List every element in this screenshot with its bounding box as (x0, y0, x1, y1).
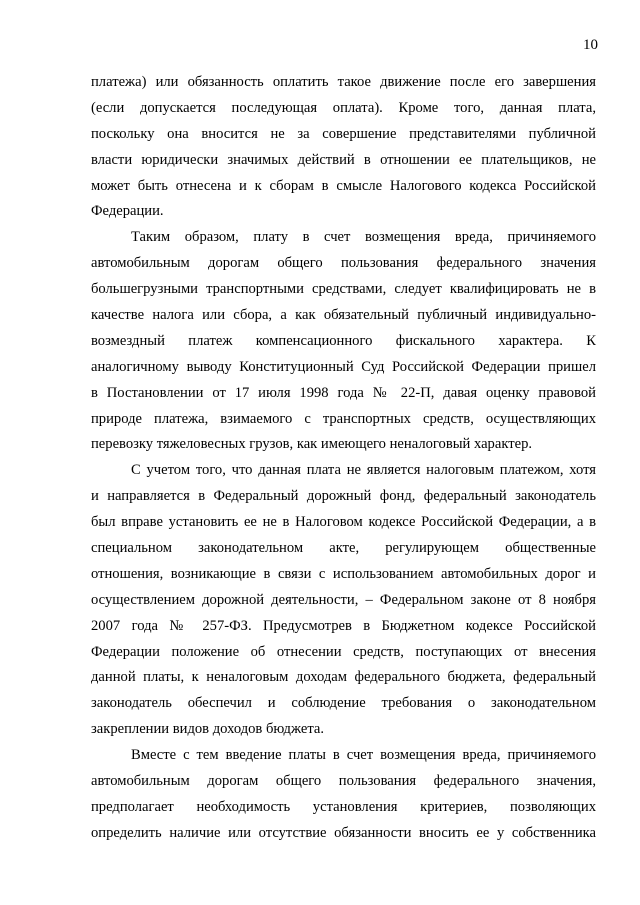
text-line: С учетом того, что данная плата не является налоговым платежом, хотя (131, 462, 596, 479)
text-line: (если допускается последующая оплата). Кроме того, данная плата, (91, 99, 596, 116)
text-line: Федерации. (91, 203, 164, 220)
text-line: осуществлением дорожной деятельности, – Федеральном законе от 8 ноября (91, 591, 596, 608)
text-line: Федерации положение об отнесении средств, поступающих от внесения (91, 643, 596, 660)
text-line: определить наличие или отсутствие обязанности вносить ее у собственника (91, 824, 596, 841)
document-body (91, 70, 596, 847)
text-line: отношения, возникающие в связи с использованием автомобильных дорог и (91, 565, 596, 582)
text-line: Таким образом, плату в счет возмещения вреда, причиняемого (131, 229, 596, 246)
text-line: платежа) или обязанность оплатить такое движение после его завершения (91, 74, 596, 90)
text-line: был вправе установить ее не в Налоговом кодексе Российской Федерации, а в (91, 514, 596, 531)
text-line: и направляется в Федеральный дорожный фонд, федеральный законодатель (91, 488, 596, 505)
text-line: автомобильным дорогам общего пользования федерального значения (91, 255, 596, 272)
text-line: законодатель обеспечил и соблюдение требования о законодательном (91, 695, 596, 712)
text-line: природе платежа, взимаемого с транспортных средств, осуществляющих (91, 410, 596, 427)
text-line: аналогичному выводу Конституционный Суд Российской Федерации пришел (91, 358, 596, 375)
text-line: возмездный платеж компенсационного фискального характера. К (91, 332, 596, 349)
text-line: закреплении видов доходов бюджета. (91, 721, 325, 738)
text-line: специальном законодательном акте, регулирующем общественные (91, 540, 596, 557)
page-number: 10 (583, 37, 598, 53)
text-line: власти юридически значимых действий в отношении ее плательщиков, не (91, 151, 596, 168)
text-line: большегрузными транспортными средствами, следует квалифицировать не в (91, 281, 596, 298)
text-line: предполагает необходимость установления критериев, позволяющих (91, 798, 596, 815)
text-line: качестве налога или сбора, а как обязательный публичный индивидуально- (91, 307, 596, 324)
text-line: перевозку тяжеловесных грузов, как имеющего неналоговый характер. (91, 436, 533, 453)
text-line: поскольку она вносится не за совершение представителями публичной (91, 125, 596, 142)
text-line: может быть отнесена и к сборам в смысле Налогового кодекса Российской (91, 177, 596, 194)
text-line: автомобильным дорогам общего пользования федерального значения, (91, 773, 596, 790)
text-line: 2007 года № 257-ФЗ. Предусмотрев в Бюджетном кодексе Российской (91, 617, 596, 634)
text-line: данной платы, к неналоговым доходам федерального бюджета, федеральный (91, 669, 596, 686)
text-line: в Постановлении от 17 июля 1998 года № 22-П, давая оценку правовой (91, 384, 596, 401)
text-line: Вместе с тем введение платы в счет возмещения вреда, причиняемого (131, 747, 596, 764)
